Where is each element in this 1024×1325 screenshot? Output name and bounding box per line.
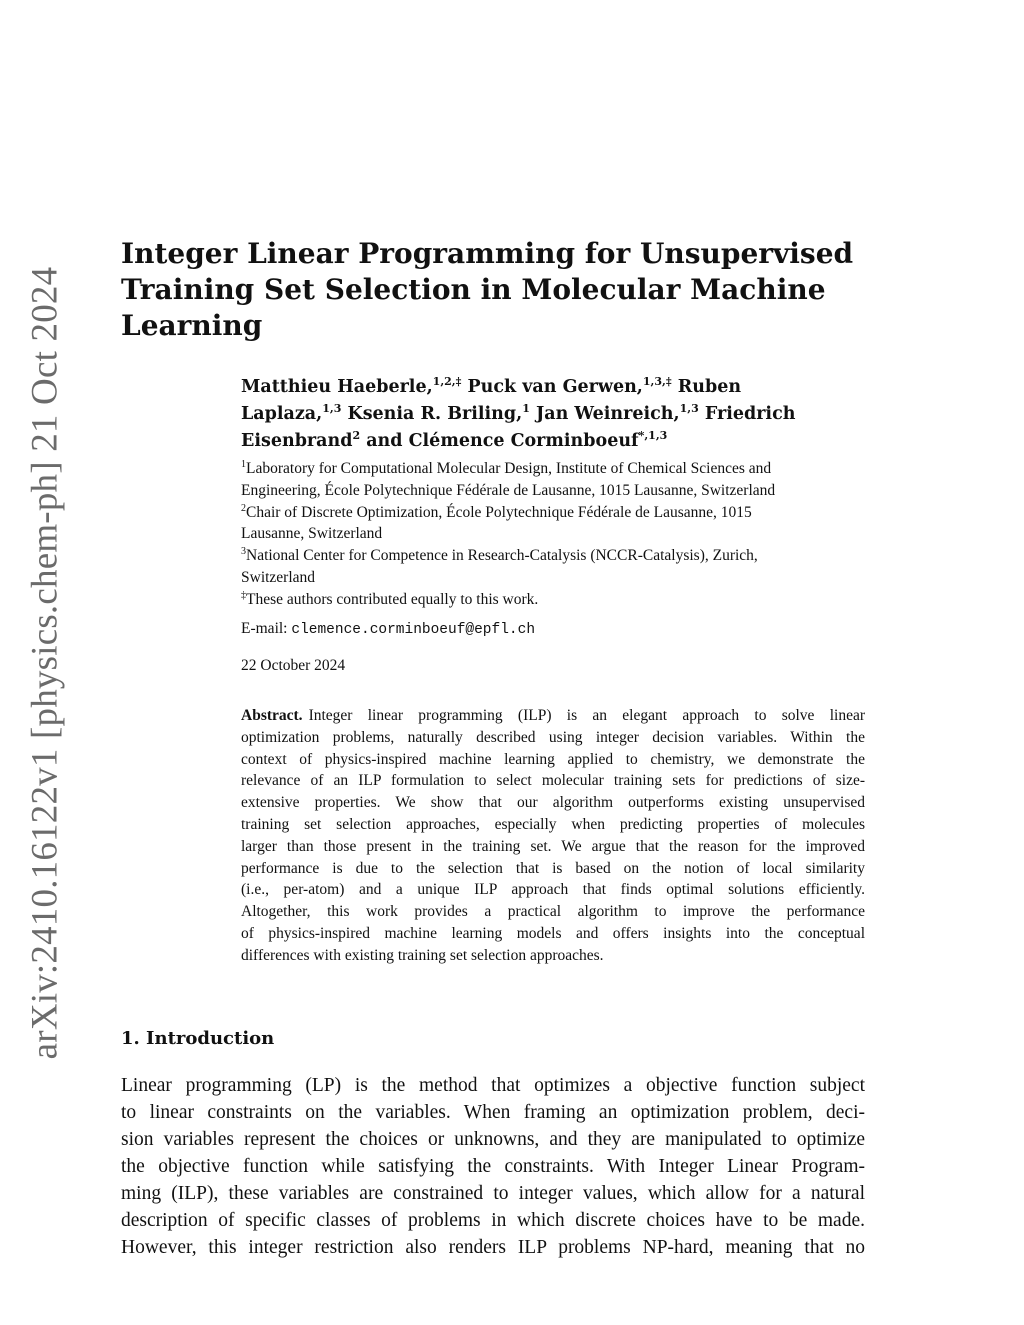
affiliation-line: Engineering, École Polytechnique Fédérale de Lausanne, 1015 Lausanne, Switzerland	[241, 481, 776, 499]
abstract-line: of physics-inspired machine learning models and offers insights into the conceptual	[241, 924, 865, 942]
body-line: the objective function while satisfying the constraints. With Integer Linear Program-	[121, 1156, 865, 1177]
contact-email	[241, 620, 535, 638]
author-name: Ksenia R. Briling,	[347, 404, 523, 424]
author-name: Matthieu Haeberle,	[241, 377, 433, 397]
title-line: Integer Linear Programming for Unsupervised	[121, 237, 854, 270]
affiliation-text: National Center for Competence in Research-Catalysis (NCCR-Catalysis), Zurich,	[246, 547, 758, 565]
affiliation-mark: 1	[241, 459, 246, 470]
author-line	[241, 428, 881, 455]
author-affiliation-mark: 1,3,‡	[642, 375, 672, 388]
arxiv-identifier: arXiv:2410.16122v1 [physics.chem-ph] 21 Oct 2024	[24, 266, 66, 1059]
arxiv-sidebar	[22, 266, 68, 1059]
title-line: Training Set Selection in Molecular Machine	[121, 273, 826, 306]
section-heading-introduction: 1. Introduction	[121, 1028, 275, 1049]
affiliation-line: Switzerland	[241, 568, 316, 586]
author-name: Ruben	[677, 377, 742, 397]
abstract-line: Altogether, this work provides a practical algorithm to improve the performance	[241, 903, 865, 921]
abstract-line: extensive properties. We show that our algorithm outperforms existing unsupervised	[241, 794, 865, 812]
affiliation-line	[241, 545, 881, 567]
author-name: Eisenbrand	[241, 431, 353, 451]
abstract-line: performance is due to the selection that is based on the notion of local similarity	[241, 859, 865, 877]
email-label: E-mail:	[241, 620, 288, 637]
author-name: Jan Weinreich,	[535, 404, 680, 424]
abstract-line: differences with existing training set selection approaches.	[241, 946, 604, 964]
body-line: sion variables represent the choices or unknowns, and they are manipulated to optimize	[121, 1129, 865, 1150]
abstract-label: Abstract.	[241, 707, 303, 724]
body-line: description of specific classes of problems in which discrete choices have to be made.	[121, 1210, 865, 1231]
body-line: Linear programming (LP) is the method that optimizes a objective function subject	[121, 1075, 865, 1096]
body-line: ming (ILP), these variables are constrained to integer values, which allow for a natural	[121, 1183, 865, 1204]
author-affiliation-mark: 1,3	[679, 402, 699, 415]
abstract-line: training set selection approaches, especially when predicting properties of molecules	[241, 815, 865, 833]
abstract-line: larger than those present in the training set. We argue that the reason for the improved	[241, 837, 865, 855]
abstract-line: (i.e., per-atom) and a unique ILP approach that finds optimal solutions efficiently.	[241, 881, 865, 899]
author-line	[241, 401, 881, 428]
body-line: However, this integer restriction also renders ILP problems NP-hard, meaning that no	[121, 1237, 865, 1258]
note-mark: ‡	[241, 589, 246, 601]
author-name: Clémence Corminboeuf	[408, 431, 639, 451]
author-affiliation-mark: 1	[522, 402, 530, 415]
abstract-line: optimization problems, naturally described using integer decision variables. Within the	[241, 728, 865, 746]
affiliation-mark: 3	[241, 546, 246, 558]
author-affiliation-mark: 2	[352, 429, 361, 442]
author-name: Puck van Gerwen,	[467, 377, 643, 397]
affiliation-line	[241, 458, 881, 480]
abstract	[241, 705, 865, 967]
abstract-line: relevance of an ILP formulation to select molecular training sets for predictions of size-	[241, 772, 865, 790]
author-name: Laplaza,	[241, 404, 323, 424]
abstract-text: Integer linear programming (ILP) is an elegant approach to solve linear	[308, 707, 865, 724]
abstract-line: context of physics-inspired machine learning applied to chemistry, we demonstrate the	[241, 750, 865, 768]
affiliation-text: Chair of Discrete Optimization, École Polytechnique Fédérale de Lausanne, 1015	[246, 503, 752, 521]
email-address[interactable]: clemence.corminboeuf@epfl.ch	[291, 622, 536, 638]
abstract-line	[241, 705, 865, 727]
author-affiliation-mark: 1,3	[322, 402, 342, 415]
author-affiliation-mark: 1,2,‡	[432, 375, 462, 388]
affiliation-line	[241, 502, 881, 524]
body-line: to linear constraints on the variables. When framing an optimization problem, deci-	[121, 1102, 865, 1123]
affiliation-line: Lausanne, Switzerland	[241, 525, 383, 543]
author-affiliation-mark: *,1,3	[638, 429, 668, 442]
author-conjunction: and	[366, 431, 403, 451]
title-line: Learning	[121, 309, 263, 342]
author-line	[241, 374, 881, 401]
author-list	[241, 374, 881, 455]
publication-date: 22 October 2024	[241, 657, 346, 674]
note-text: These authors contributed equally to this work.	[246, 590, 539, 608]
author-name: Friedrich	[704, 404, 796, 424]
affiliation-text: Laboratory for Computational Molecular Design, Institute of Chemical Sciences and	[246, 460, 772, 477]
affiliations	[241, 458, 881, 611]
equal-contribution-note	[241, 589, 881, 611]
paper-title	[121, 236, 854, 344]
introduction-body	[121, 1072, 865, 1261]
affiliation-mark: 2	[241, 502, 246, 514]
